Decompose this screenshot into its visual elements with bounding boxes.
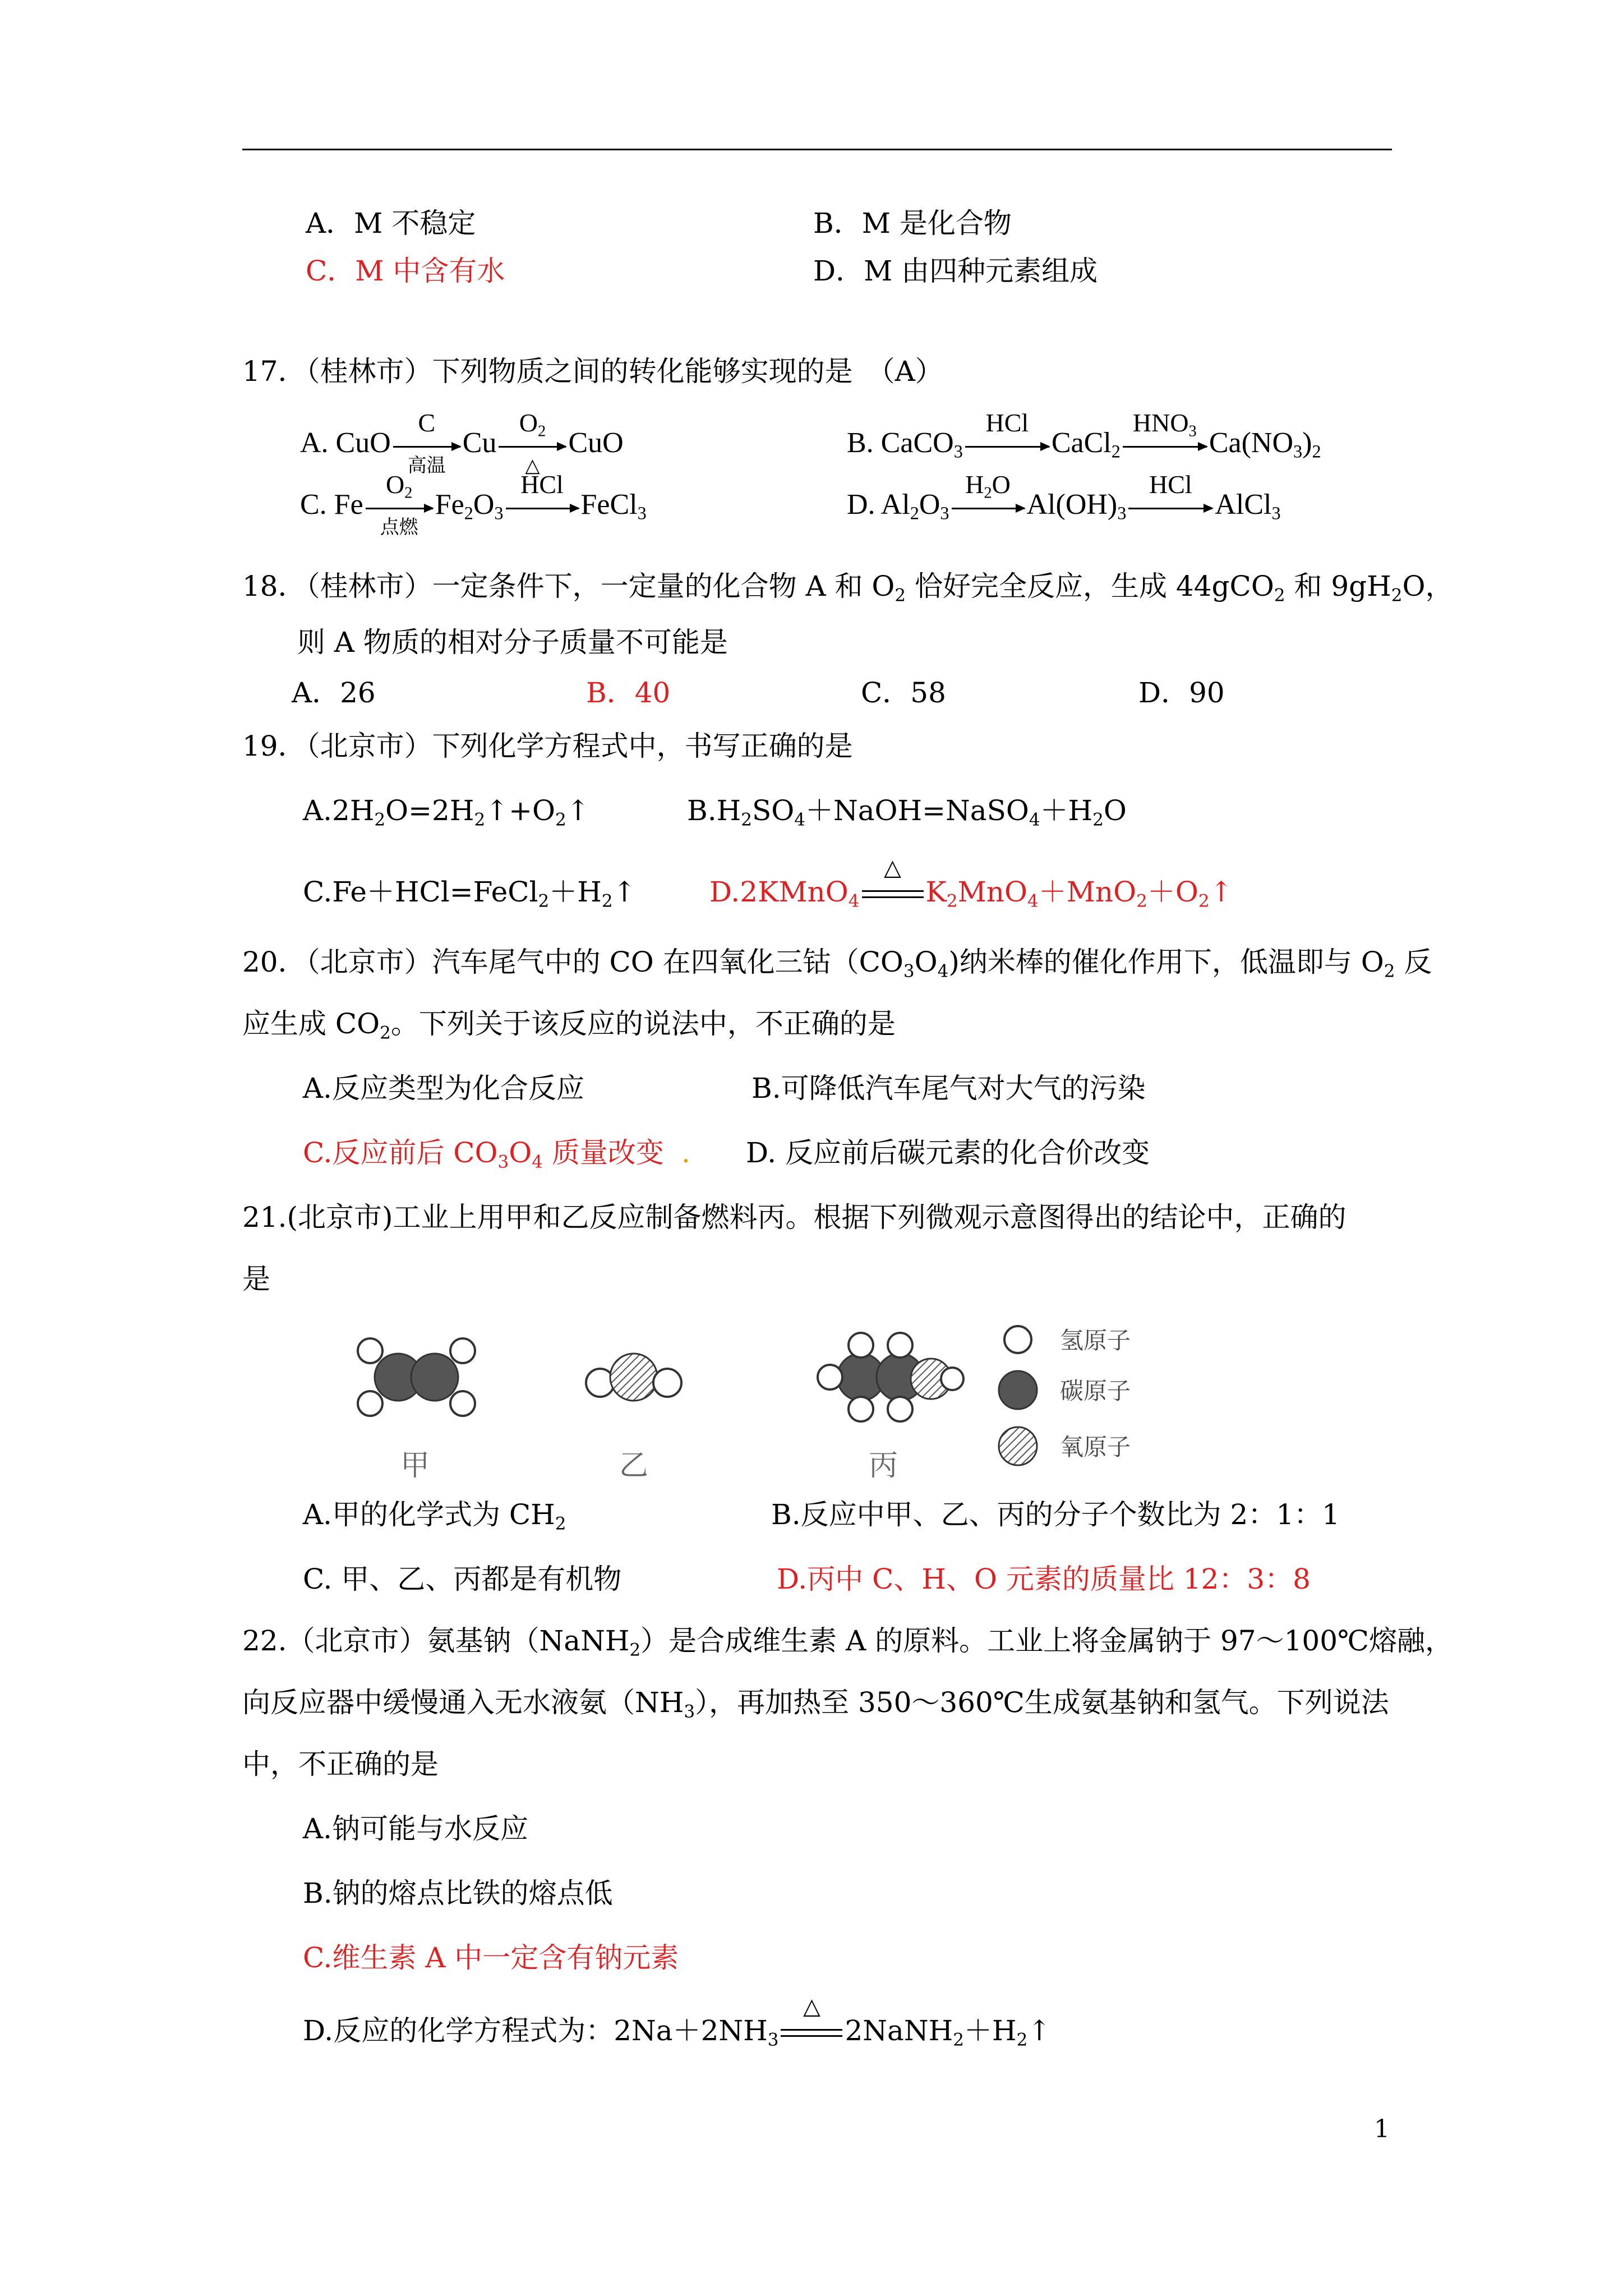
- q18-stem-line1: 18．（桂林市）一定条件下，一定量的化合物 A 和 $O_2$ 恰好完全反应，生成 44gCO$_2$ 和 $9gH_2O$，: [242, 570, 1454, 606]
- label-jia: 甲: [400, 1449, 430, 1483]
- page-number: 1: [1374, 2115, 1390, 2143]
- reaction-arrow: [952, 470, 1025, 509]
- molecule-diagram: [336, 1324, 1318, 1492]
- q22-stem-line3: 中，不正确的是: [242, 1748, 439, 1780]
- q18-option-d: D．90: [1138, 677, 1225, 709]
- legend-hydrogen: 氢原子: [1060, 1327, 1131, 1354]
- reaction-arrow: [1123, 408, 1207, 448]
- q22-option-a: A.钠可能与水反应: [303, 1812, 529, 1845]
- molecule-jia: [358, 1338, 475, 1483]
- reaction-arrow: [499, 408, 566, 476]
- hydrogen-atom: [358, 1391, 382, 1416]
- q22-stem-line1: 22.（北京市）氨基钠（NaNH$_2$）是合成维生素 A 的原料。工业上将金属钠于 97～100℃熔融，: [242, 1625, 1453, 1660]
- q21-option-c: C. 甲、乙、丙都是有机物: [303, 1563, 622, 1595]
- q18-option-b-answer: B．40: [586, 677, 671, 709]
- carbon-legend-icon: [999, 1371, 1037, 1409]
- equals-heat-sign: [781, 1994, 842, 2037]
- hydrogen-atom: [450, 1338, 475, 1363]
- q20-stem-line1: 20．（北京市）汽车尾气中的 CO 在四氧化三钴$(CO_3O_4)$纳米棒的催化作用下，低温即与 $O_2$ 反: [242, 946, 1432, 982]
- q20-option-a: A.反应类型为化合反应: [303, 1072, 585, 1105]
- arrow-condition-top: $H_2O$: [965, 470, 1011, 502]
- hydrogen-atom: [849, 1333, 873, 1358]
- q17-option-d: D. $Al_2O_3$ $H_2O$ $Al(OH)_3$ HCl AlCl$_3$: [847, 488, 1281, 522]
- molecule-yi: [586, 1354, 681, 1483]
- arrow-condition-top: HCl: [985, 408, 1029, 437]
- q21-option-b: B.反应中甲、乙、丙的分子个数比为 2：1：1: [771, 1498, 1340, 1531]
- q20-option-d: D. 反应前后碳元素的化合价改变: [746, 1137, 1150, 1169]
- header-rule: [242, 149, 1392, 150]
- q19-stem: 19．（北京市）下列化学方程式中，书写正确的是: [242, 730, 853, 762]
- hydrogen-atom: [358, 1338, 382, 1363]
- arrow-condition-bottom: 高温: [407, 455, 446, 476]
- q17-option-a: [300, 408, 624, 476]
- arrow-condition-top: $HNO_3$: [1132, 408, 1197, 440]
- hydrogen-atom: [941, 1368, 963, 1390]
- q19-option-c: $C.Fe+HCl=FeCl_2+H_2↑$: [303, 876, 637, 912]
- q16-option-a: A．M 不稳定: [306, 207, 476, 240]
- delta-triangle-icon: △: [803, 1994, 820, 2019]
- equals-heat-sign: [862, 855, 924, 898]
- q18-option-a: A．26: [292, 677, 376, 709]
- q21-stem-line2: 是: [242, 1263, 270, 1295]
- q21-stem-line1: 21.(北京市)工业上用甲和乙反应制备燃料丙。根据下列微观示意图得出的结论中，正确的: [242, 1201, 1347, 1234]
- reaction-arrow: [506, 470, 579, 509]
- q22-option-d: D.反应的化学方程式为：$2Na+2NH_3$ △ $2NaNH_2+H_2↑$: [303, 2014, 1051, 2047]
- q16-option-b: B．M 是化合物: [813, 207, 1012, 240]
- arrow-condition-bottom: 点燃: [380, 517, 418, 538]
- q19-option-b: $B.H_2SO_4+NaOH=NaSO_4+H_2O$: [687, 794, 1127, 830]
- stray-dot: .: [681, 1137, 690, 1169]
- q22-option-b: B.钠的熔点比铁的熔点低: [303, 1877, 613, 1910]
- q20-stem-line2: 应生成 $CO_2$。下列关于该反应的说法中，不正确的是: [242, 1007, 896, 1043]
- hydrogen-atom: [653, 1369, 681, 1397]
- legend-oxygen: 氧原子: [1060, 1433, 1131, 1461]
- q17-stem: 17．（桂林市）下列物质之间的转化能够实现的是 （A）: [242, 355, 943, 388]
- q21-option-a: A.甲的化学式为 $CH_2$: [303, 1498, 566, 1534]
- q20-option-b: B.可降低汽车尾气对大气的污染: [751, 1072, 1146, 1105]
- reaction-arrow: [366, 470, 433, 538]
- arrow-condition-bottom: △: [525, 455, 540, 476]
- q17-a-start: A. CuO: [300, 427, 391, 459]
- hydrogen-atom: [849, 1397, 873, 1421]
- q19-option-a: $A.2H_2O=2H_2↑+O_2↑$: [303, 794, 590, 830]
- molecule-bing: [818, 1333, 963, 1483]
- hydrogen-atom: [888, 1333, 912, 1358]
- hydrogen-atom: [888, 1397, 912, 1421]
- label-yi: 乙: [619, 1449, 649, 1483]
- legend: [999, 1326, 1131, 1465]
- arrow-condition-top: HCl: [520, 470, 564, 499]
- carbon-atom: [411, 1354, 458, 1401]
- legend-carbon: 碳原子: [1060, 1377, 1131, 1405]
- q22-stem-line2: 向反应器中缓慢通入无水液氨$(NH_3)$，再加热至 350～360℃生成氨基钠和氢气。下列说法: [242, 1686, 1389, 1722]
- q19-option-d-answer: D.2KMnO$_4$ △ $K_2MnO_4+MnO_2+O_2↑$: [709, 875, 1233, 909]
- hydrogen-atom: [818, 1365, 842, 1389]
- q21-option-d-answer: D.丙中 C、H、O 元素的质量比 12：3：8: [777, 1563, 1311, 1595]
- hydrogen-atom: [450, 1391, 475, 1416]
- q17-a-end: CuO: [568, 427, 624, 459]
- q18-option-c: C．58: [861, 677, 946, 709]
- q17-option-b: B. CaCO$_3$ HCl CaCl$_2$ $HNO_3$ $Ca(NO_3)_2$: [847, 426, 1321, 460]
- q20-option-c-answer: C.反应前后 $CO_3O_4$ 质量改变: [303, 1137, 664, 1172]
- reaction-arrow: [1128, 470, 1212, 509]
- q17-a-mid: Cu: [462, 427, 497, 459]
- reaction-arrow: [393, 408, 460, 476]
- q16-option-d: D．M 由四种元素组成: [813, 255, 1098, 287]
- delta-triangle-icon: △: [884, 855, 901, 881]
- q22-option-c-answer: C.维生素 A 中一定含有钠元素: [303, 1941, 679, 1974]
- q17-option-c: C. Fe $O_2$ 点燃 $Fe_2O_3$ HCl FeCl$_3$: [300, 488, 647, 522]
- q16-option-c-answer: C．M 中含有水: [306, 255, 505, 287]
- oxygen-legend-icon: [999, 1427, 1037, 1465]
- arrow-condition-top: HCl: [1149, 470, 1192, 499]
- q18-stem-line2: 则 A 物质的相对分子质量不可能是: [297, 626, 728, 659]
- arrow-condition-top: $O_2$: [519, 408, 546, 440]
- reaction-arrow: [965, 408, 1049, 448]
- oxygen-atom: [610, 1354, 657, 1401]
- arrow-condition-top: C: [418, 408, 436, 437]
- label-bing: 丙: [868, 1449, 898, 1483]
- arrow-condition-top: $O_2$: [385, 470, 413, 502]
- hydrogen-legend-icon: [1004, 1326, 1031, 1353]
